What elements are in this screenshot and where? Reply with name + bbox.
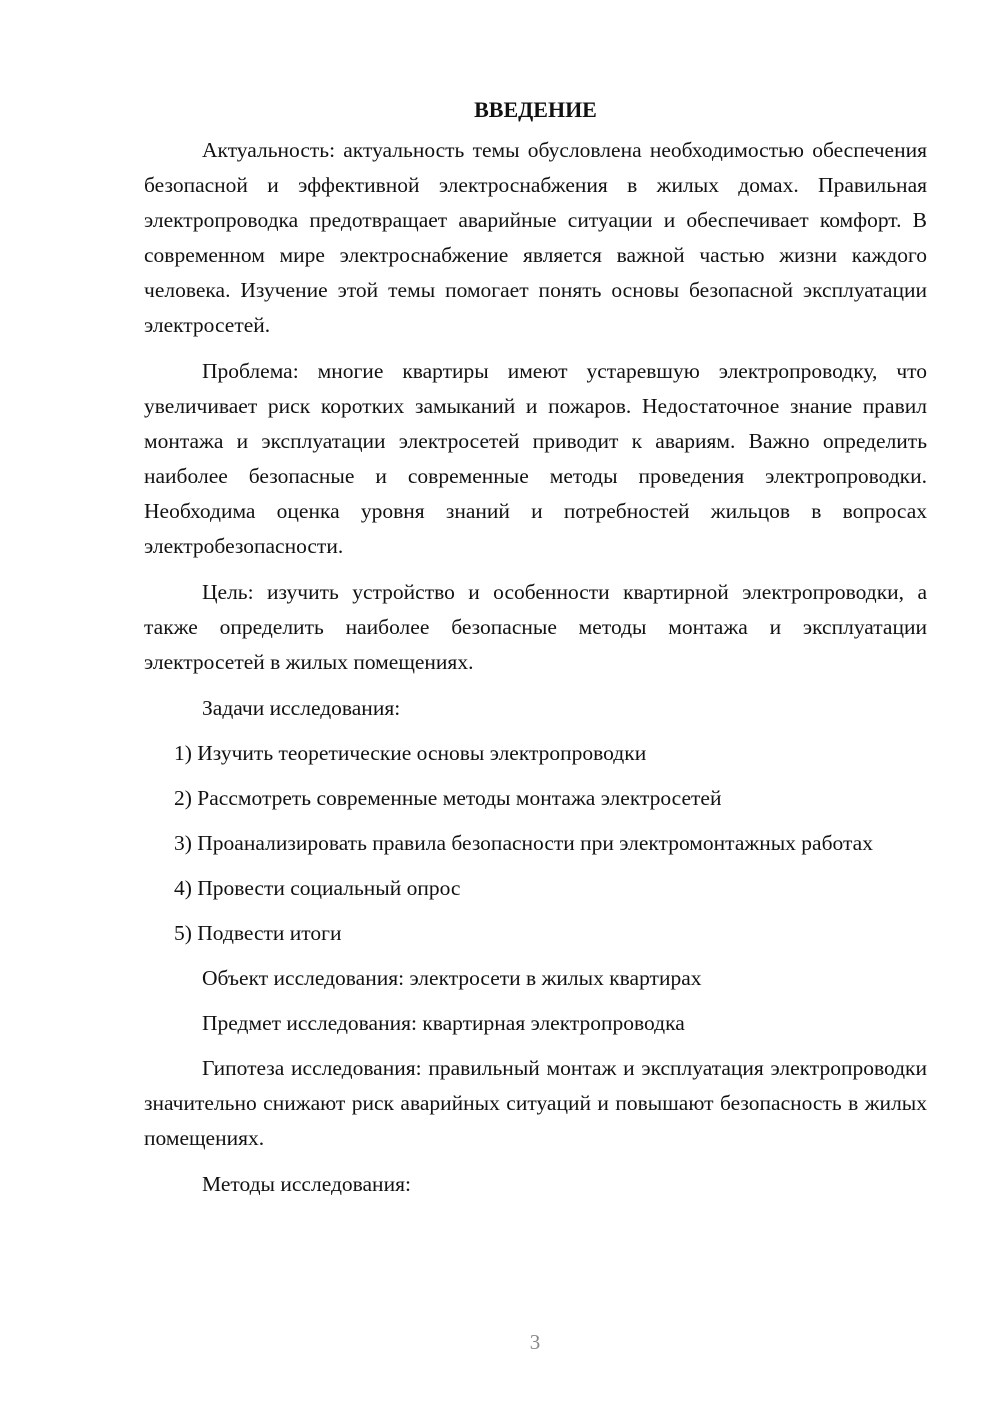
paragraph-problem: Проблема: многие квартиры имеют устаревшую электропроводку, что увеличивает риск коротких замыканий и пожаров. Недостаточное знание правил монтажа и эксплуатации электросетей приводит к авариям. Важно определить наиболее безопасные и современные методы проведения электропроводки. Необходима оценка уровня знаний и потребностей жильцов в вопросах электробезопасности. [144,359,927,558]
task-item-2: 2) Рассмотреть современные методы монтажа электросетей [174,786,722,810]
paragraph-relevance: Актуальность: актуальность темы обусловлена необходимостью обеспечения безопасной и эффективной электроснабжения в жилых домах. Правильная электропроводка предотвращает аварийные ситуации и обеспечивает комфорт. В современном мире электроснабжение является важной частью жизни каждого человека. Изучение этой темы помогает понять основы безопасной эксплуатации электросетей. [144,138,927,337]
task-item-1: 1) Изучить теоретические основы электропроводки [174,741,647,765]
paragraph-goal: Цель: изучить устройство и особенности квартирной электропроводки, а также определить наиболее безопасные методы монтажа и эксплуатации электросетей в жилых помещениях. [144,580,927,674]
task-item-5: 5) Подвести итоги [174,921,342,945]
methods-heading: Методы исследования: [202,1172,411,1196]
page-number: 3 [529,1330,541,1354]
section-title: ВВЕДЕНИЕ [474,97,597,122]
paragraph-object: Объект исследования: электросети в жилых квартирах [202,966,702,990]
tasks-heading: Задачи исследования: [202,696,401,720]
paragraph-subject: Предмет исследования: квартирная электропроводка [202,1011,685,1035]
task-item-3: 3) Проанализировать правила безопасности при электромонтажных работах [174,831,873,855]
task-item-4: 4) Провести социальный опрос [174,876,461,900]
page-content [144,92,927,1212]
paragraph-hypothesis: Гипотеза исследования: правильный монтаж и эксплуатация электропроводки значительно снижают риск аварийных ситуаций и повышают безопасность в жилых помещениях. [144,1056,927,1150]
